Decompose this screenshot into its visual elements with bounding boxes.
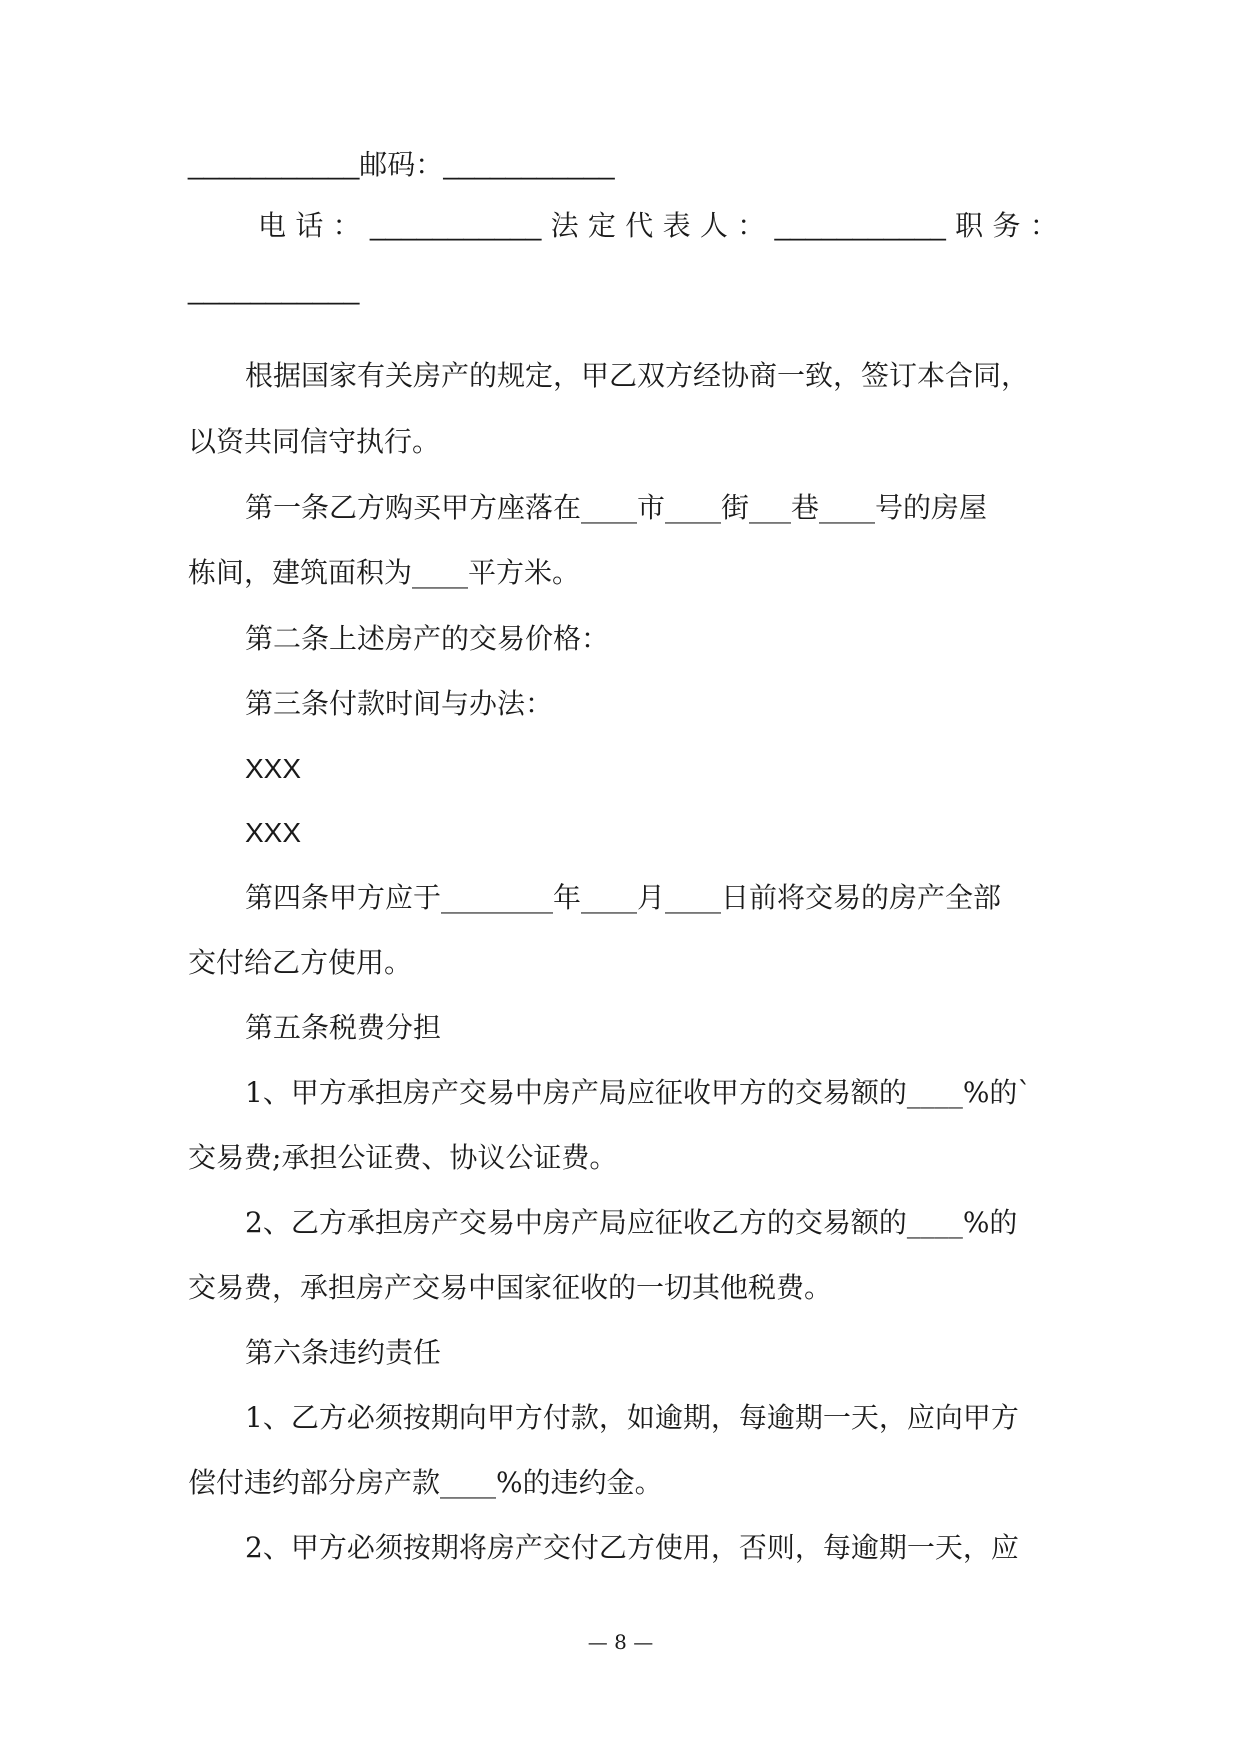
article-5-item-2-line: 交易费，承担房产交易中国家征收的一切其他税费。 xyxy=(188,1271,833,1304)
text-char: 代 xyxy=(625,209,654,242)
article-2: 第二条上述房产的交易价格： xyxy=(245,622,610,655)
text-char: 话 xyxy=(295,209,324,242)
text-char: 人 xyxy=(699,209,728,242)
article-1-line: 栋间，建筑面积为____平方米。 xyxy=(188,556,581,589)
article-4-line: 交付给乙方使用。 xyxy=(188,946,413,979)
blank-field: ___________ xyxy=(188,274,360,305)
article-6-item-1-line: 1、乙方必须按期向甲方付款，如逾期，每逾期一天，应向甲方 xyxy=(245,1401,1019,1434)
intro-paragraph-line: 以资共同信守执行。 xyxy=(188,425,441,458)
placeholder-text: XXX xyxy=(245,753,302,784)
text-char: 务 xyxy=(992,209,1021,242)
text-char: ： xyxy=(737,209,766,242)
article-6-heading: 第六条违约责任 xyxy=(245,1336,442,1369)
article-4-line: 第四条甲方应于________年____月____日前将交易的房产全部 xyxy=(245,881,1002,914)
article-6-item-1-line: 偿付违约部分房产款____%的违约金。 xyxy=(188,1466,663,1499)
postcode-line xyxy=(188,147,615,183)
postcode-label: 邮码： xyxy=(359,148,444,181)
article-5-item-1-line: 1、甲方承担房产交易中房产局应征收甲方的交易额的____%的` xyxy=(245,1076,1032,1109)
blank-field: ___________ xyxy=(188,149,360,180)
article-5-item-2-line: 2、乙方承担房产交易中房产局应征收乙方的交易额的____%的 xyxy=(245,1206,1018,1239)
text-char: 表 xyxy=(662,209,691,242)
blank-field: ___________ xyxy=(443,149,615,180)
phone-representative-line xyxy=(258,208,1058,244)
text-char: 职 xyxy=(955,209,984,242)
article-5-heading: 第五条税费分担 xyxy=(245,1011,442,1044)
article-6-item-2-line: 2、甲方必须按期将房产交付乙方使用，否则，每逾期一天，应 xyxy=(245,1531,1019,1564)
text-char: ： xyxy=(1029,209,1058,242)
intro-paragraph-line: 根据国家有关房产的规定，甲乙双方经协商一致，签订本合同， xyxy=(245,359,1030,392)
placeholder-text: XXX xyxy=(245,817,302,848)
text-char: ： xyxy=(332,209,361,242)
article-3: 第三条付款时间与办法： xyxy=(245,687,554,720)
article-5-item-1-line: 交易费;承担公证费、协议公证费。 xyxy=(188,1141,618,1174)
blank-field: ___________ xyxy=(369,210,542,241)
article-1-line: 第一条乙方购买甲方座落在____市____街___巷____号的房屋 xyxy=(245,491,988,524)
text-char: 电 xyxy=(258,209,287,242)
page-number: — 8 — xyxy=(587,1630,654,1654)
blank-field: ___________ xyxy=(774,210,946,241)
text-char: 法 xyxy=(550,209,579,242)
text-char: 定 xyxy=(587,209,616,242)
